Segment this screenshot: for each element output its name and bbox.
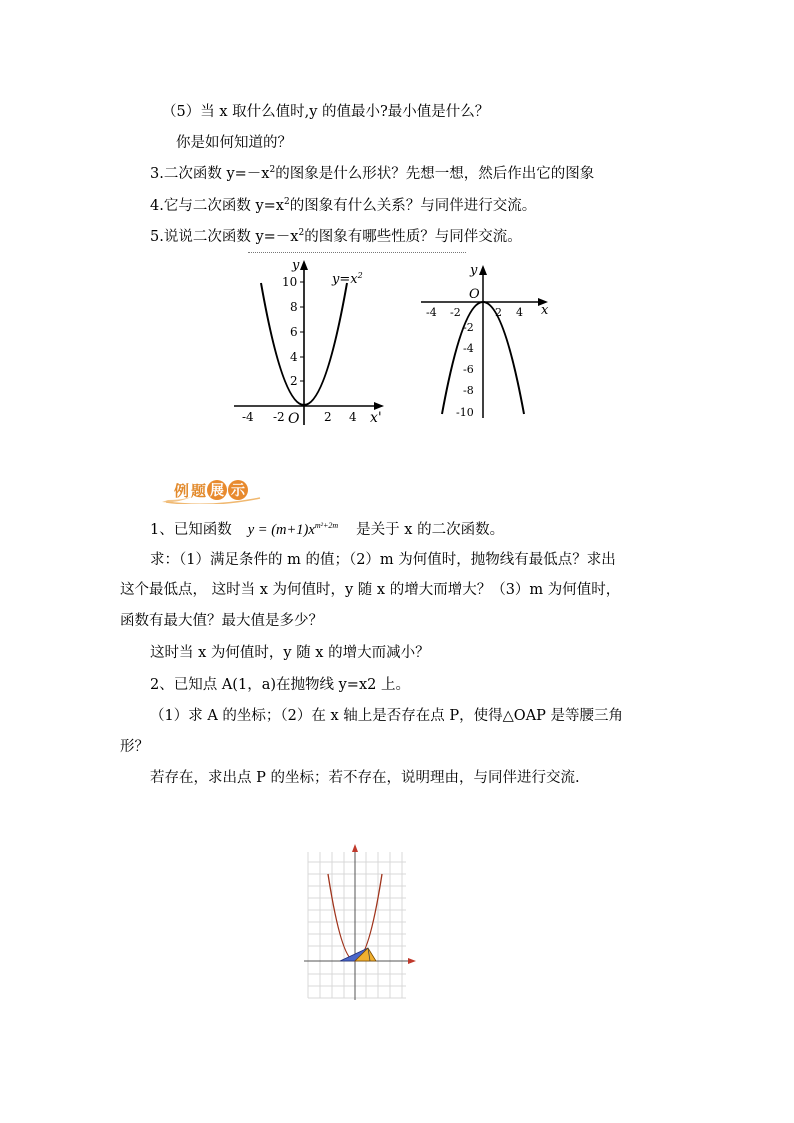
origin-label: O xyxy=(288,411,300,427)
x-tick-4: 4 xyxy=(516,306,523,319)
y-tick-4: 4 xyxy=(290,350,298,364)
question-5-how: 你是如何知道的？ xyxy=(176,135,292,151)
y-axis-label: y xyxy=(470,263,478,278)
question-5b: 5.说说二次函数 $y=-x^2$的图象有哪些性质？与同伴交流。 xyxy=(150,228,522,245)
example-1-statement: 1、已知函数 $y = (m+1)x^{m^2+2m}$ 是关于 x 的二次函数。 xyxy=(150,521,505,538)
x-tick-2: 2 xyxy=(495,306,502,319)
banner-char-2: 题 xyxy=(191,482,207,500)
y-tick-neg8: -8 xyxy=(463,384,474,397)
x-axis-arrow xyxy=(408,958,416,964)
x-tick-neg4: -4 xyxy=(426,306,437,319)
example-1-line-3: 这个最低点， 这时当 x 为何值时，y 随 x 的增大而增大？（3）m 为何值时， xyxy=(120,582,621,598)
x-tick-4: 4 xyxy=(349,410,357,424)
x-tick-neg4: -4 xyxy=(242,410,254,424)
question-3: 3.二次函数 $y=-x^2$的图象是什么形状？先想一想，然后作出它的图象 xyxy=(150,165,595,182)
banner-char-3: 展 xyxy=(210,483,224,499)
x-axis-arrow xyxy=(374,402,384,410)
grid-lines xyxy=(308,852,406,998)
graph-y-equals-x-squared xyxy=(228,255,393,430)
y-tick-neg4: -4 xyxy=(463,342,474,355)
example-2-line-3: 形？ xyxy=(120,739,149,755)
x-tick-neg2: -2 xyxy=(450,306,461,319)
x-tick-2: 2 xyxy=(324,410,332,424)
dotted-separator xyxy=(248,252,466,253)
y-tick-6: 6 xyxy=(290,325,298,339)
question-5: （5）当 x 取什么值时,y 的值最小?最小值是什么？ xyxy=(162,104,490,120)
example-2-line-2: （1）求 A 的坐标；（2）在 x 轴上是否存在点 P，使得△OAP 是等腰三角 xyxy=(150,708,624,724)
banner-char-1: 例 xyxy=(174,482,190,500)
x-axis-label: x' xyxy=(370,410,382,426)
y-tick-10: 10 xyxy=(282,275,298,289)
example-1-line-2: 求：（1）满足条件的 m 的值；（2）m 为何值时，抛物线有最低点？求出 xyxy=(150,552,616,568)
y-axis-label: y xyxy=(292,258,300,273)
example-1-line-4: 函数有最大值？最大值是多少？ xyxy=(120,613,323,629)
y-tick-neg10: -10 xyxy=(456,406,474,419)
y-axis-arrow xyxy=(479,265,487,275)
example-banner xyxy=(160,478,270,504)
example-1-line-5: 这时当 x 为何值时，y 随 x 的增大而减小？ xyxy=(150,645,430,661)
y-tick-neg6: -6 xyxy=(463,363,474,376)
x-tick-neg2: -2 xyxy=(273,410,285,424)
example-2-line-4: 若存在，求出点 P 的坐标；若不存在，说明理由，与同伴进行交流. xyxy=(150,770,580,786)
banner-char-4: 示 xyxy=(231,483,245,499)
y-axis-arrow xyxy=(352,844,358,852)
x-axis-label: x xyxy=(541,303,549,318)
graph-y-equals-neg-x-squared xyxy=(415,260,560,425)
curve-label: $y=x^2$ xyxy=(332,271,363,287)
example-2-line-1: 2、已知点 A(1，a)在抛物线 y=x2 上。 xyxy=(150,677,410,693)
y-tick-8: 8 xyxy=(290,300,298,314)
origin-label: O xyxy=(469,287,480,302)
y-tick-neg2: -2 xyxy=(463,321,474,334)
y-axis-arrow xyxy=(300,260,308,270)
parabola-grid-figure xyxy=(300,840,420,1002)
question-4: 4.它与二次函数 $y=x^2$的图象有什么关系？与同伴进行交流。 xyxy=(150,197,537,214)
y-tick-2: 2 xyxy=(290,374,298,388)
